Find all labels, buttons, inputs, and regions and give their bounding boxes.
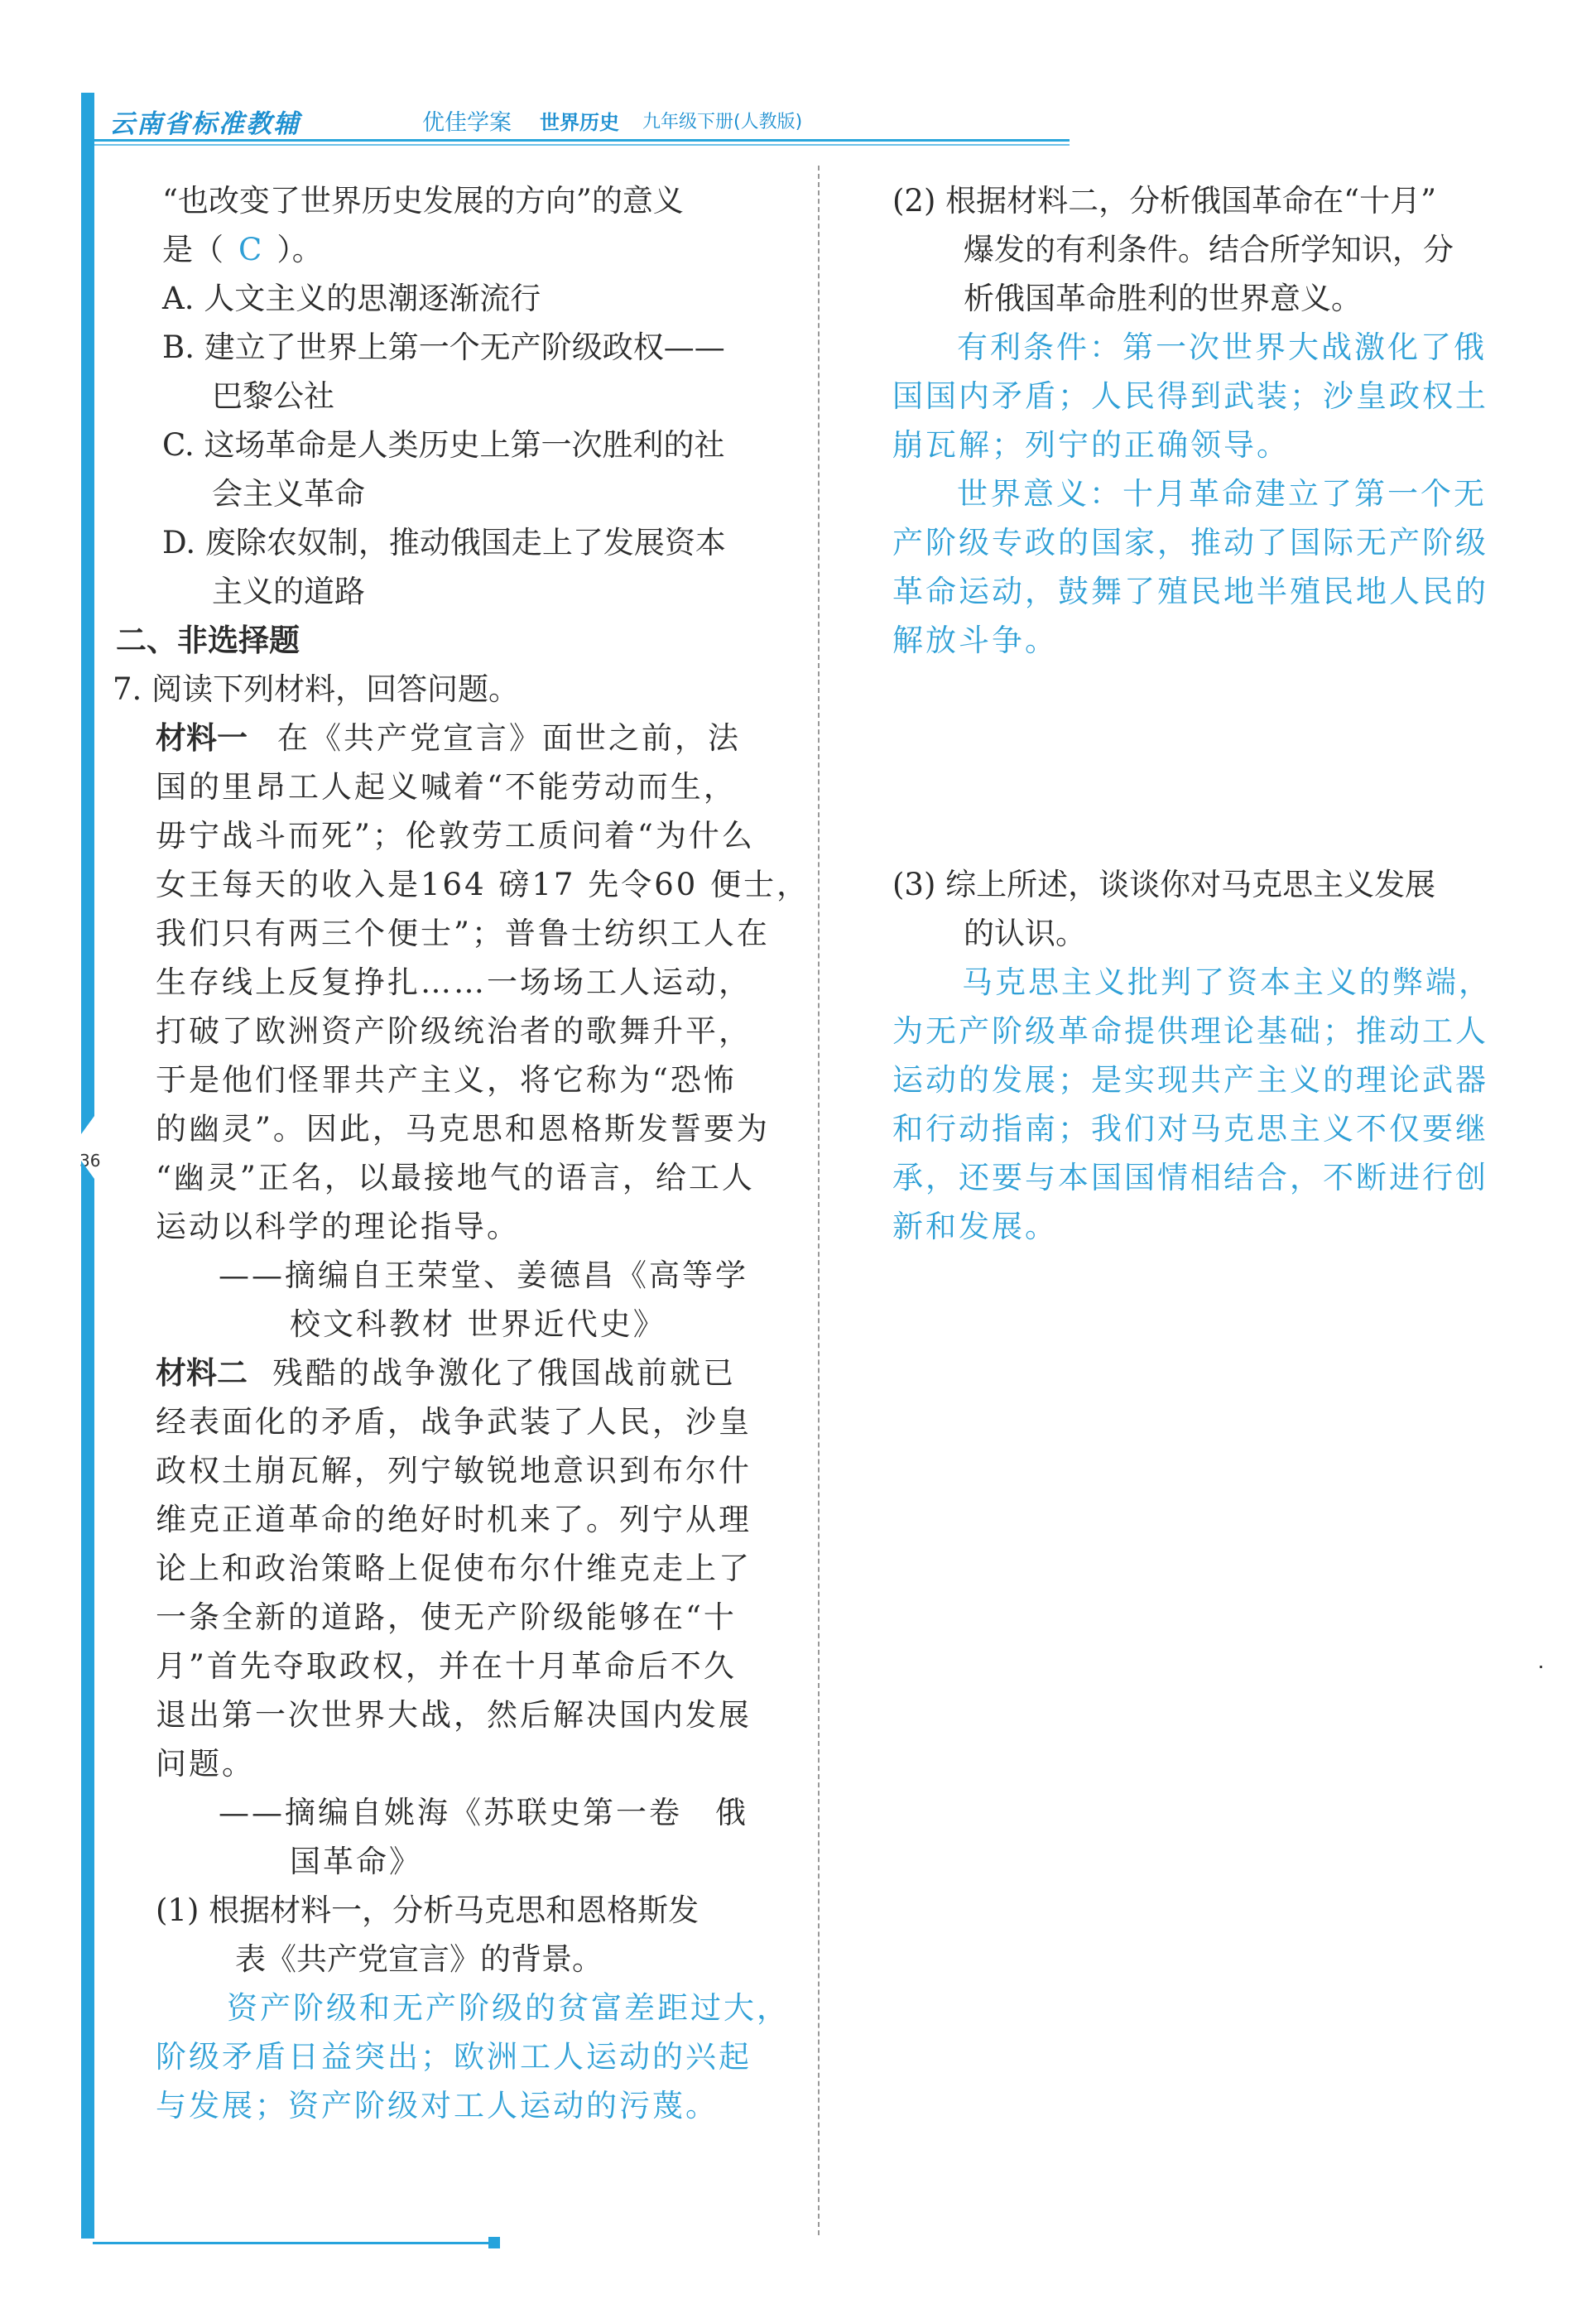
- margin-notch: [81, 1116, 94, 1134]
- sub-question-1-cont: 表《共产党宣言》的背景。: [235, 1941, 603, 1977]
- material-2-first-line: [113, 1349, 778, 1397]
- header-rule: [93, 144, 1070, 146]
- material-2-text: 残酷的战争激化了俄国战前就已: [272, 1355, 736, 1391]
- right-column: [892, 176, 1515, 1251]
- material-1-source: ——摘编自王荣堂、姜德昌《高等学: [219, 1258, 748, 1293]
- answer-1: 资产阶级和无产阶级的贫富差距过大，: [227, 1990, 790, 2026]
- column-divider: [818, 166, 820, 2235]
- material-1-text: 的幽灵”。因此，马克思和恩格斯发誓要为: [156, 1111, 770, 1147]
- subject-title: 世界历史: [540, 111, 619, 134]
- material-1-text: 毋宁战斗而死”；伦敦劳工质问着“为什么: [156, 818, 755, 854]
- material-2-text: 政权土崩瓦解，列宁敏锐地意识到布尔什: [156, 1453, 752, 1488]
- material-2-label: 材料二: [156, 1355, 248, 1391]
- material-1-text: 打破了欧洲资产阶级统治者的歌舞升平，: [156, 1013, 752, 1049]
- answer-3: 马克思主义批判了资本主义的弊端，: [962, 964, 1492, 1000]
- section-title: 二、非选择题: [116, 623, 300, 658]
- sub-question-3-cont: 的认识。: [964, 916, 1086, 951]
- answer-3: 承，还要与本国国情相结合，不断进行创: [892, 1160, 1488, 1195]
- material-1-text: 于是他们怪罪共产主义，将它称为“恐怖: [156, 1062, 737, 1098]
- q6-stem-line: “也改变了世界历史发展的方向”的意义: [162, 183, 684, 219]
- page-number: 36: [79, 1151, 101, 1171]
- margin-stripe-top: [81, 93, 94, 1116]
- sub-question-2-cont: 析俄国革命胜利的世界意义。: [964, 281, 1362, 316]
- answer-spacer: [892, 665, 1515, 860]
- option-c: C. 这场革命是人类历史上第一次胜利的社: [162, 427, 725, 463]
- material-2-source: ——摘编自姚海《苏联史第一卷 俄: [219, 1795, 748, 1830]
- q6-stem-line: [113, 225, 778, 274]
- answer-3: 和行动指南；我们对马克思主义不仅要继: [892, 1111, 1488, 1147]
- material-2-text: 论上和政治策略上促使布尔什维克走上了: [156, 1551, 752, 1586]
- material-1-text: “幽灵”正名，以最接地气的语言，给工人: [156, 1160, 755, 1195]
- material-1-label: 材料一: [156, 720, 248, 756]
- stray-dot: [1540, 1666, 1542, 1668]
- answer-1: 与发展；资产阶级对工人运动的污蔑。: [156, 2088, 719, 2123]
- series-title: 优佳学案: [422, 110, 512, 136]
- sub-question-3: (3) 综上所述，谈谈你对马克思主义发展: [892, 867, 1436, 902]
- sub-question-2-cont: 爆发的有利条件。结合所学知识，分: [964, 232, 1454, 267]
- option-b: B. 建立了世界上第一个无产阶级政权——: [162, 329, 725, 365]
- margin-stripe-bottom: [81, 1179, 94, 2239]
- material-1-text: 女王每天的收入是164 磅17 先令60 便士，: [156, 867, 810, 902]
- margin-notch: [81, 1161, 94, 1179]
- answer-3: 运动的发展；是实现共产主义的理论武器: [892, 1062, 1488, 1098]
- option-d-cont: 主义的道路: [212, 574, 365, 609]
- material-2-text: 月”首先夺取政权，并在十月革命后不久: [156, 1648, 737, 1684]
- answer-3: 新和发展。: [892, 1209, 1058, 1244]
- answer-1: 阶级矛盾日益突出；欧洲工人运动的兴起: [156, 2039, 752, 2075]
- answer-2-significance: 世界意义：十月革命建立了第一个无: [957, 476, 1487, 512]
- answer-2-conditions: 国国内矛盾；人民得到武装；沙皇政权土: [892, 378, 1488, 414]
- material-1-source: 校文科教材 世界近代史》: [290, 1306, 666, 1342]
- answer-3: 为无产阶级革命提供理论基础；推动工人: [892, 1013, 1488, 1049]
- material-1-text: 我们只有两三个便士”；普鲁士纺织工人在: [156, 916, 770, 951]
- answer-2-significance: 产阶级专政的国家，推动了国际无产阶级: [892, 525, 1488, 560]
- answer-2-conditions: 有利条件：第一次世界大战激化了俄: [957, 329, 1487, 365]
- material-2-text: 维克正道革命的绝好时机来了。列宁从理: [156, 1502, 752, 1537]
- material-2-text: 退出第一次世界大战，然后解决国内发展: [156, 1697, 752, 1733]
- material-1-text: 国的里昂工人起义喊着“不能劳动而生，: [156, 769, 737, 805]
- answer-2-significance: 革命运动，鼓舞了殖民地半殖民地人民的: [892, 574, 1488, 609]
- material-1-text: 生存线上反复挣扎……一场场工人运动，: [156, 964, 752, 1000]
- material-1-text: 运动以科学的理论指导。: [156, 1209, 520, 1244]
- sub-question-2: (2) 根据材料二，分析俄国革命在“十月”: [892, 183, 1437, 219]
- material-2-text: 问题。: [156, 1746, 255, 1782]
- material-1-first-line: [113, 714, 778, 762]
- left-column: [113, 176, 810, 2130]
- option-c-cont: 会主义革命: [212, 476, 365, 512]
- option-b-cont: 巴黎公社: [212, 378, 334, 414]
- brand-title: 云南省标准教辅: [109, 109, 300, 139]
- footer-marker: [488, 2237, 500, 2248]
- q6-stem-text: 是（: [162, 232, 224, 267]
- material-2-text: 一条全新的道路，使无产阶级能够在“十: [156, 1599, 737, 1635]
- q6-answer: C: [238, 232, 262, 267]
- material-2-source: 国革命》: [290, 1844, 422, 1879]
- material-1-text: 在《共产党宣言》面世之前，法: [277, 720, 741, 756]
- page-header: [93, 101, 1070, 142]
- answer-2-conditions: 崩瓦解；列宁的正确领导。: [892, 427, 1290, 463]
- sub-question-1: (1) 根据材料一，分析马克思和恩格斯发: [156, 1892, 699, 1928]
- q6-stem-text: ）。: [276, 232, 323, 267]
- material-2-text: 经表面化的矛盾，战争武装了人民，沙皇: [156, 1404, 752, 1440]
- grade-label: 九年级下册(人教版): [642, 112, 803, 132]
- q7-stem: 7. 阅读下列材料，回答问题。: [113, 671, 520, 707]
- option-d: D. 废除农奴制，推动俄国走上了发展资本: [162, 525, 726, 560]
- answer-2-significance: 解放斗争。: [892, 623, 1058, 658]
- option-a: A. 人文主义的思潮逐渐流行: [162, 281, 541, 316]
- footer-rule: [93, 2242, 493, 2244]
